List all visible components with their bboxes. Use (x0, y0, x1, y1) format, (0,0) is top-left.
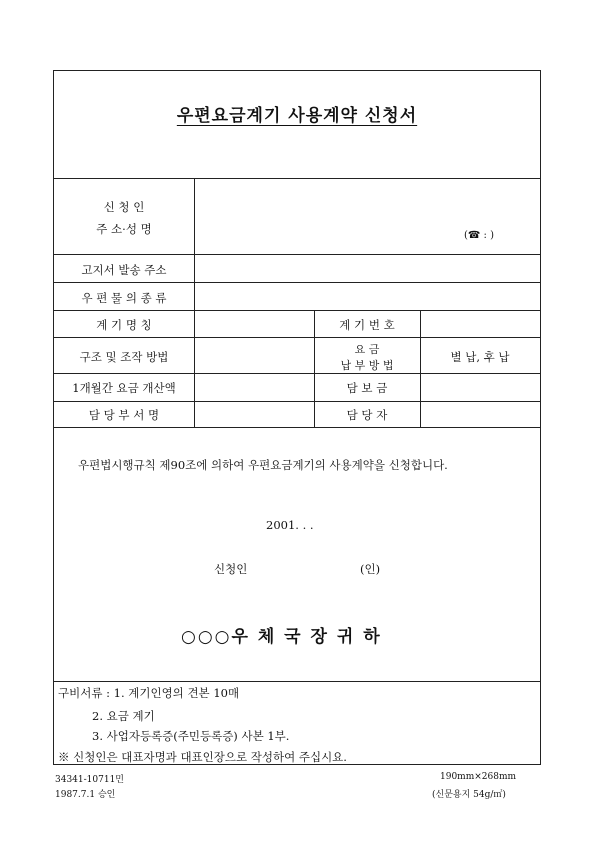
meter-name-field[interactable] (195, 311, 314, 337)
form-number: 34341-10711민 (55, 775, 124, 785)
application-date[interactable]: 2001. . . (266, 518, 314, 532)
monthly-estimate-label: 1개월간 요금 개산액 (72, 381, 176, 395)
fee-payment-label: 요 금 (354, 343, 380, 356)
required-documents: 구비서류 : 1. 계기인영의 견본 10매 (58, 686, 240, 700)
paper-type: (신문용지 54g/㎡) (432, 790, 506, 800)
seal-mark: (인) (360, 562, 381, 576)
divider (54, 427, 540, 428)
fee-payment-label-line2: 납 부 방 법 (340, 359, 394, 372)
meter-number-label: 계 기 번 호 (339, 318, 395, 332)
notice-address-field[interactable] (195, 255, 540, 282)
monthly-estimate-field[interactable] (195, 374, 314, 401)
department-field[interactable] (195, 402, 314, 427)
phone-field[interactable]: (☎ : ) (464, 230, 494, 241)
application-statement: 우편법시행규칙 제90조에 의하여 우편요금계기의 사용계약을 신청합니다. (78, 458, 448, 472)
deposit-field[interactable] (421, 374, 540, 401)
department-label: 담 당 부 서 명 (88, 408, 160, 422)
meter-number-field[interactable] (421, 311, 540, 337)
deposit-label: 담 보 금 (346, 381, 388, 395)
paper-size: 190mm×268mm (440, 772, 517, 782)
manager-label: 담 당 자 (346, 408, 388, 422)
applicant-field[interactable] (195, 179, 540, 254)
structure-method-field[interactable] (195, 338, 314, 373)
divider (54, 681, 540, 682)
manager-field[interactable] (421, 402, 540, 427)
meter-name-label: 계 기 명 칭 (96, 318, 152, 332)
application-form (53, 70, 541, 765)
addressee: ○○○우 체 국 장 귀 하 (181, 627, 382, 647)
approval-date: 1987.7.1 승인 (55, 790, 116, 800)
applicant-address-name-label: 주 소·성 명 (96, 222, 152, 236)
structure-method-label: 구조 및 조작 방법 (79, 350, 169, 364)
mail-type-field[interactable] (195, 283, 540, 310)
applicant-signature-label: 신청인 (214, 562, 248, 576)
mail-type-label: 우 편 물 의 종 류 (81, 291, 167, 305)
applicant-note: ※ 신청인은 대표자명과 대표인장으로 작성하여 주십시요. (58, 750, 347, 764)
applicant-label: 신 청 인 (103, 200, 145, 214)
document-title: 우편요금계기 사용계약 신청서 (176, 106, 418, 126)
payment-method-value[interactable]: 별 납, 후 납 (450, 350, 510, 364)
required-document-item: 3. 사업자등록증(주민등록증) 사본 1부. (92, 729, 290, 743)
required-document-item: 2. 요금 계기 (92, 709, 155, 723)
notice-address-label: 고지서 발송 주소 (81, 263, 167, 277)
